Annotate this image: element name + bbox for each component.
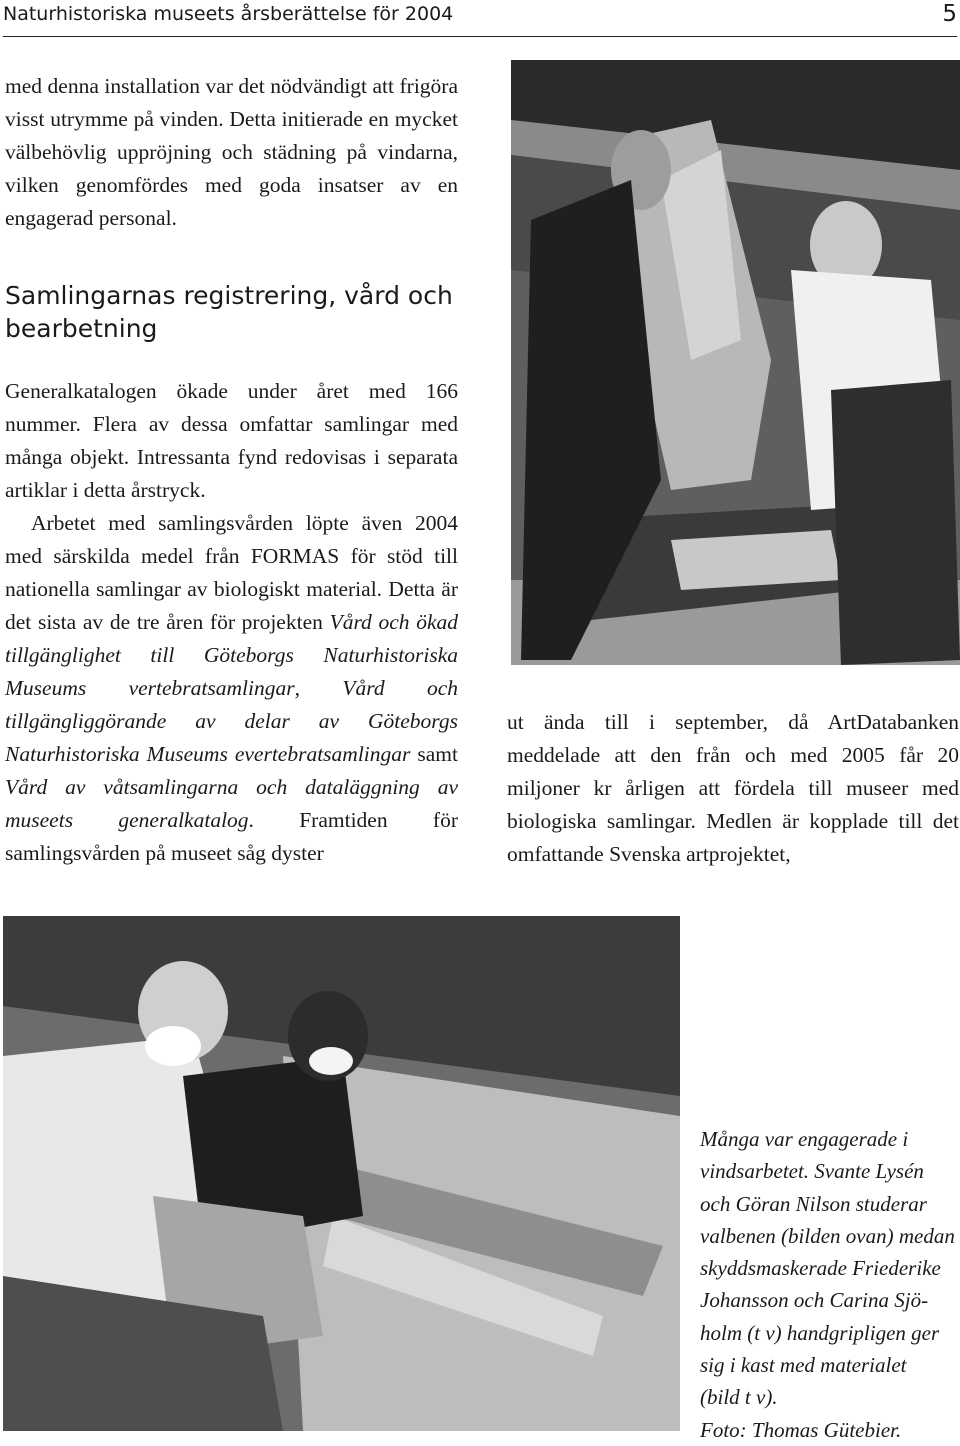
photo-credit: Foto: Thomas Gütebier.: [700, 1417, 902, 1442]
caption-line: (bild t v).: [700, 1385, 778, 1410]
caption-line: vindsarbetet. Svante Lysén: [700, 1159, 924, 1184]
photo-whale-bones-illustration: [511, 60, 960, 665]
paragraph-generalkatalogen: Generalkatalogen ökade under året med 166 nummer. Flera av dessa omfattar samlingar med många objekt. Intressanta fynd redovisas i separata artiklar i detta årstryck.: [5, 379, 458, 502]
intro-paragraph: med denna installation var det nödvändigt att frigöra visst utrymme på vinden. Detta initierade en mycket välbehövlig uppröjning och städning på vindarna, vilken genomfördes med goda insatser av en engagerad personal.: [5, 74, 458, 230]
caption-line: Många var engagerade i: [700, 1127, 909, 1151]
left-column: [5, 70, 458, 870]
photo-caption: [700, 1123, 958, 1446]
separator-1: ,: [294, 676, 343, 700]
paragraph-samlingsvarden: [5, 507, 458, 870]
caption-line: och Göran Nilson studerar: [700, 1191, 927, 1216]
photo-masked-workers: [3, 916, 680, 1431]
project-title-3: Vård av våtsamlingarna och dataläggning av museets generalkatalog: [5, 775, 458, 832]
project-title-1: Vård och ökad tillgänglighet till Göteborgs Naturhistoriska Museums vertebratsamlingar: [5, 610, 458, 700]
paragraph2-text: Arbetet med samlingsvården löpte även 2004 med särskilda medel från FORMAS för stöd till nationella samlingar av biologiskt material. Detta är det sista av de tre åren för projekten: [5, 511, 458, 634]
caption-line: valbenen (bilden ovan) medan: [700, 1223, 955, 1248]
page-header: [3, 0, 957, 37]
photo-workers-illustration: [3, 916, 680, 1431]
right-column: [507, 706, 959, 871]
caption-line: sig i kast med materialet: [700, 1353, 907, 1378]
project-title-2: Vård och tillgängliggörande av delar av Göteborgs Naturhistoriska Museums evertebratsamlingar: [5, 676, 459, 766]
paragraph2-end: . Framtiden för samlingsvården på museet såg dyster: [5, 808, 458, 865]
section-heading: Samlingarnas registrering, vård och bearbetning: [5, 281, 453, 343]
caption-line: skyddsmaskerade Friederike: [700, 1256, 941, 1281]
separator-2: samt: [410, 742, 458, 766]
caption-line: holm (t v) handgripligen ger: [700, 1320, 940, 1345]
photo-whale-bones-attic: [511, 60, 960, 665]
page-number: 5: [942, 1, 957, 27]
right-column-text: ut ända till i september, då ArtDatabanken meddelade att den från och med 2005 får 20 miljoner kr årligen att fördela till museer med biologiska samlingar. Medlen är kopplade till det omfattande Svenska artprojektet,: [507, 710, 959, 866]
running-title: Naturhistoriska museets årsberättelse för 2004: [3, 3, 454, 25]
caption-line: Johansson och Carina Sjö-: [700, 1288, 929, 1313]
